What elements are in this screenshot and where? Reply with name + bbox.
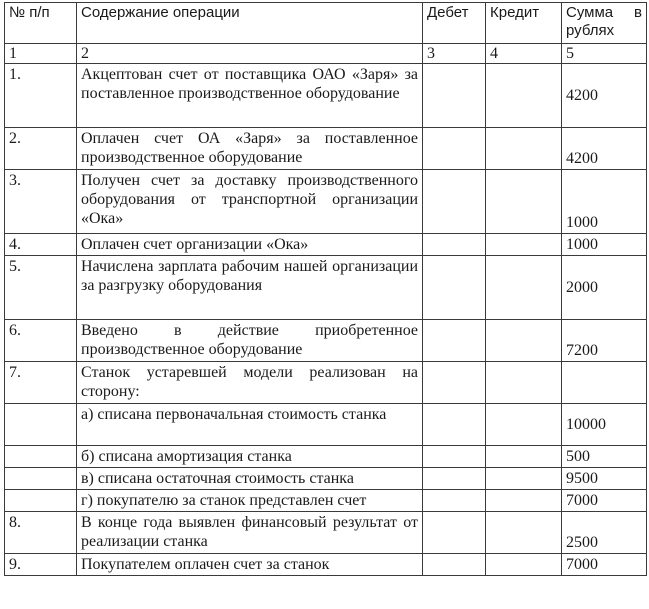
- row-debit: [423, 468, 486, 490]
- row-amount: 10000: [562, 404, 647, 446]
- row-num: 4.: [5, 234, 77, 256]
- row-num: [5, 490, 77, 512]
- header-num: № п/п: [5, 3, 77, 44]
- row-amount: 9500: [562, 468, 647, 490]
- row-debit: [423, 128, 486, 170]
- row-credit: [486, 320, 562, 362]
- header-credit: Кредит: [486, 3, 562, 44]
- row-debit: [423, 320, 486, 362]
- row-num: 6.: [5, 320, 77, 362]
- table-row: [5, 320, 647, 362]
- row-content: Введено в действие приобретенное производственное оборудование: [77, 320, 423, 362]
- row-credit: [486, 362, 562, 404]
- row-content: В конце года выявлен финансовый результат от реализации станка: [77, 512, 423, 554]
- row-content: б) списана амортизация станка: [77, 446, 423, 468]
- row-num: [5, 446, 77, 468]
- header-amount: Сумма в рублях: [562, 3, 647, 44]
- row-amount: 500: [562, 446, 647, 468]
- table-row: [5, 468, 647, 490]
- row-num: 9.: [5, 554, 77, 576]
- row-credit: [486, 128, 562, 170]
- row-debit: [423, 446, 486, 468]
- row-credit: [486, 404, 562, 446]
- table-row: [5, 554, 647, 576]
- table-row: [5, 64, 647, 128]
- index-cell: 2: [77, 44, 423, 64]
- row-num: [5, 468, 77, 490]
- row-credit: [486, 170, 562, 234]
- table-row: [5, 234, 647, 256]
- table-row: [5, 170, 647, 234]
- index-cell: 3: [423, 44, 486, 64]
- table-row: [5, 128, 647, 170]
- row-credit: [486, 468, 562, 490]
- header-content: Содержание операции: [77, 3, 423, 44]
- row-debit: [423, 234, 486, 256]
- row-amount: 4200: [562, 128, 647, 170]
- row-content: г) покупателю за станок представлен счет: [77, 490, 423, 512]
- row-amount: 7000: [562, 490, 647, 512]
- row-credit: [486, 446, 562, 468]
- row-amount: [562, 362, 647, 404]
- index-row: [5, 44, 647, 64]
- index-cell: 4: [486, 44, 562, 64]
- row-content: Начислена зарплата рабочим нашей организации за разгрузку оборудования: [77, 256, 423, 320]
- row-debit: [423, 256, 486, 320]
- table-row: [5, 362, 647, 404]
- operations-table: [4, 2, 647, 576]
- row-content: Получен счет за доставку производственного оборудования от транспортной организации «Ока»: [77, 170, 423, 234]
- table-row: [5, 256, 647, 320]
- row-debit: [423, 554, 486, 576]
- row-debit: [423, 404, 486, 446]
- row-amount: 2000: [562, 256, 647, 320]
- table-row: [5, 512, 647, 554]
- row-content: а) списана первоначальная стоимость станка: [77, 404, 423, 446]
- header-row: [5, 3, 647, 44]
- row-debit: [423, 362, 486, 404]
- row-amount: 4200: [562, 64, 647, 128]
- row-amount: 7000: [562, 554, 647, 576]
- row-amount: 1000: [562, 234, 647, 256]
- table-row: [5, 404, 647, 446]
- row-num: 2.: [5, 128, 77, 170]
- row-num: 7.: [5, 362, 77, 404]
- row-credit: [486, 64, 562, 128]
- row-credit: [486, 256, 562, 320]
- row-credit: [486, 512, 562, 554]
- row-debit: [423, 170, 486, 234]
- index-cell: 5: [562, 44, 647, 64]
- row-amount: 2500: [562, 512, 647, 554]
- row-debit: [423, 64, 486, 128]
- row-num: 1.: [5, 64, 77, 128]
- row-content: Станок устаревшей модели реализован на сторону:: [77, 362, 423, 404]
- row-content: Оплачен счет ОА «Заря» за поставленное производственное оборудование: [77, 128, 423, 170]
- row-debit: [423, 490, 486, 512]
- row-content: Акцептован счет от поставщика ОАО «Заря» за поставленное производственное оборудование: [77, 64, 423, 128]
- row-num: 5.: [5, 256, 77, 320]
- row-credit: [486, 234, 562, 256]
- row-amount: 1000: [562, 170, 647, 234]
- row-credit: [486, 490, 562, 512]
- row-amount: 7200: [562, 320, 647, 362]
- index-cell: 1: [5, 44, 77, 64]
- row-num: [5, 404, 77, 446]
- header-debit: Дебет: [423, 3, 486, 44]
- row-debit: [423, 512, 486, 554]
- row-content: в) списана остаточная стоимость станка: [77, 468, 423, 490]
- row-content: Покупателем оплачен счет за станок: [77, 554, 423, 576]
- row-num: 3.: [5, 170, 77, 234]
- table-row: [5, 490, 647, 512]
- row-content: Оплачен счет организации «Ока»: [77, 234, 423, 256]
- table-row: [5, 446, 647, 468]
- row-credit: [486, 554, 562, 576]
- row-num: 8.: [5, 512, 77, 554]
